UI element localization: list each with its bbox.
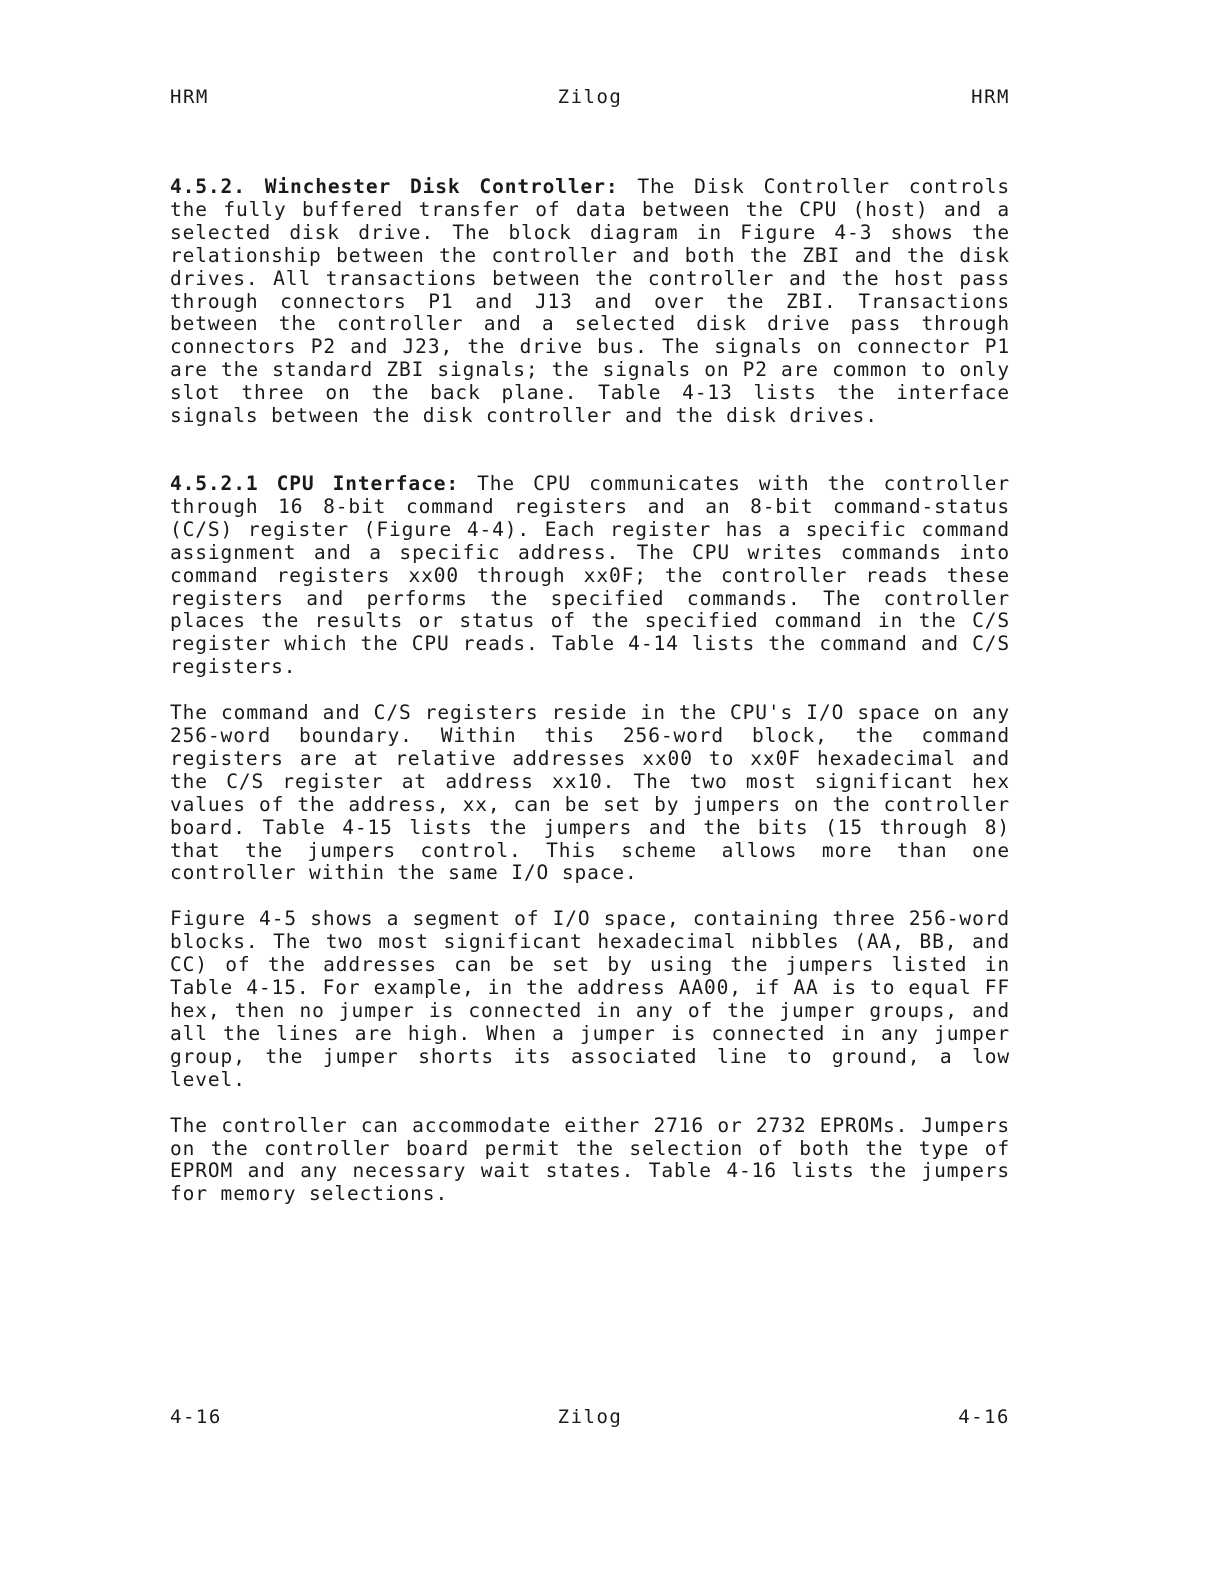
section-text: The CPU communicates with the controller through 16 8-bit command registers and an 8-bit command-status (C/S) register (Figure 4-4). Each register has a specific command assignment and a specific address. The CPU writes commands into command registers xx00 through xx0F; the controller reads these registers and performs the specified commands. The controller places the results or status of the specified command in the C/S register which the CPU reads. Table 4-14 lists the command and C/S registers. <box>170 471 1010 679</box>
paragraph-io-space-segment: Figure 4-5 shows a segment of I/O space, containing three 256-word blocks. The two most significant hexadecimal nibbles (AA, BB, and CC) of the addresses can be set by using the jumpers listed in Table 4-15. For example, in the address AA00, if AA is to equal FF hex, then no jumper is connected in any of the jumper groups, and all the lines are high. When a jumper is connected in any jumper group, the jumper shorts its associated line to ground, a low level. <box>170 907 1010 1091</box>
header-right: HRM <box>971 86 1010 108</box>
section-heading: 4.5.2. Winchester Disk Controller: <box>170 175 619 198</box>
paragraph-eprom-selection: The controller can accommodate either 2716 or 2732 EPROMs. Jumpers on the controller board permit the selection of both the type of EPROM and any necessary wait states. Table 4-16 lists the jumpers for memory selections. <box>170 1113 1010 1206</box>
footer-center: Zilog <box>557 1406 623 1428</box>
page-header <box>170 86 1010 112</box>
section-winchester-disk-controller <box>170 176 1010 428</box>
header-center: Zilog <box>557 86 623 108</box>
section-cpu-interface <box>170 473 1010 679</box>
page-footer <box>170 1406 1010 1432</box>
section-text: The Disk Controller controls the fully buffered transfer of data between the CPU (host) and a selected disk drive. The block diagram in Figure 4-3 shows the relationship between the controller and both the ZBI and the disk drives. All transactions between the controller and the host pass through connectors P1 and J13 and over the ZBI. Transactions between the controller and a selected disk drive pass through connectors P2 and J23, the drive bus. The signals on connector P1 are the standard ZBI signals; the signals on P2 are common to only slot three on the back plane. Table 4-13 lists the interface signals between the disk controller and the disk drives. <box>170 175 1011 428</box>
page-body <box>170 176 1010 1206</box>
section-heading: 4.5.2.1 CPU Interface: <box>170 471 459 495</box>
footer-right: 4-16 <box>958 1406 1010 1428</box>
header-left: HRM <box>170 86 209 108</box>
paragraph-register-addresses: The command and C/S registers reside in the CPU's I/O space on any 256-word boundary. Within this 256-word block, the command registers are at relative addresses xx00 to xx0F hexadecimal and the C/S register at address xx10. The two most significant hex values of the address, xx, can be set by jumpers on the controller board. Table 4-15 lists the jumpers and the bits (15 through 8) that the jumpers control. This scheme allows more than one controller within the same I/O space. <box>170 701 1010 885</box>
footer-left: 4-16 <box>170 1406 222 1428</box>
